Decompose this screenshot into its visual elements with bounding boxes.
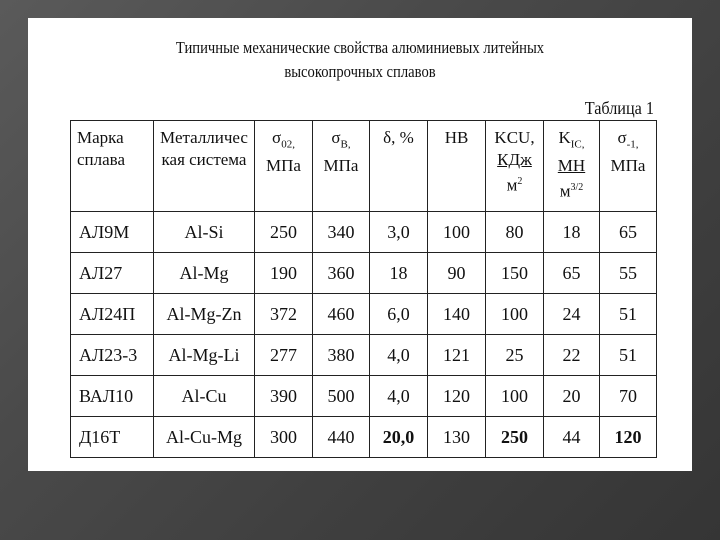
cell-s02: 390 (255, 376, 313, 417)
header-s1 (600, 121, 657, 212)
cell-delta: 20,0 (370, 417, 428, 458)
header-kcu-bottom: м (506, 175, 518, 195)
header-delta (370, 121, 428, 212)
cell-k1c: 18 (544, 212, 600, 253)
cell-system: Al-Mg-Li (154, 335, 255, 376)
header-kcu (486, 121, 544, 212)
header-s02-unit: МПа (266, 156, 301, 176)
slide-title (74, 36, 645, 84)
cell-hb: 140 (428, 294, 486, 335)
cell-sb: 440 (313, 417, 370, 458)
cell-brand: АЛ27 (71, 253, 154, 294)
header-s1-sub: -1, (626, 138, 639, 151)
cell-k1c: 24 (544, 294, 600, 335)
cell-s1: 51 (600, 294, 657, 335)
header-hb (428, 121, 486, 212)
header-s02 (255, 121, 313, 212)
header-sb-unit: МПа (323, 156, 359, 176)
cell-s1: 55 (600, 253, 657, 294)
header-s1-symbol: σ (617, 128, 627, 147)
cell-s1: 65 (600, 212, 657, 253)
header-sb-sub: B, (340, 138, 351, 151)
cell-brand: ВАЛ10 (71, 376, 154, 417)
cell-brand: АЛ24П (71, 294, 154, 335)
cell-s02: 250 (255, 212, 313, 253)
header-kcu-top: KCU, (494, 128, 535, 147)
title-line-1: Типичные механические свойства алюминиевых литейных (175, 38, 545, 57)
cell-k1c: 44 (544, 417, 600, 458)
header-system-line2: кая система (161, 150, 247, 169)
header-k1c-sup: 3/2 (570, 182, 584, 194)
header-kcu-sup: 2 (517, 176, 523, 187)
header-system (154, 121, 255, 212)
header-sb (313, 121, 370, 212)
cell-delta: 18 (370, 253, 428, 294)
cell-system: Al-Si (154, 212, 255, 253)
cell-sb: 500 (313, 376, 370, 417)
cell-sb: 380 (313, 335, 370, 376)
cell-delta: 3,0 (370, 212, 428, 253)
header-kcu-mid: КДж (497, 150, 532, 169)
cell-hb: 130 (428, 417, 486, 458)
cell-hb: 120 (428, 376, 486, 417)
cell-hb: 121 (428, 335, 486, 376)
cell-s1: 70 (600, 376, 657, 417)
cell-k1c: 22 (544, 335, 600, 376)
header-brand-line1: Марка (77, 128, 124, 147)
cell-system: Al-Mg (154, 253, 255, 294)
table-row (71, 294, 657, 335)
cell-delta: 4,0 (370, 335, 428, 376)
header-k1c-mid: МН (557, 156, 586, 176)
cell-kcu: 100 (486, 376, 544, 417)
cell-s02: 300 (255, 417, 313, 458)
cell-kcu: 80 (486, 212, 544, 253)
cell-s1: 51 (600, 335, 657, 376)
title-line-2: высокопрочных сплавов (284, 62, 436, 81)
cell-k1c: 65 (544, 253, 600, 294)
cell-hb: 100 (428, 212, 486, 253)
header-s02-sub: 02, (281, 138, 295, 151)
cell-delta: 4,0 (370, 376, 428, 417)
cell-brand: АЛ23-3 (71, 335, 154, 376)
cell-brand: АЛ9М (71, 212, 154, 253)
header-k1c-sub: IC, (570, 138, 585, 151)
cell-s1: 120 (600, 417, 657, 458)
header-delta-label: δ, % (383, 128, 414, 147)
header-brand (71, 121, 154, 212)
table-row (71, 212, 657, 253)
table-row (71, 253, 657, 294)
cell-system: Al-Cu (154, 376, 255, 417)
table-row (71, 376, 657, 417)
cell-sb: 460 (313, 294, 370, 335)
header-system-line1: Металличес (160, 128, 248, 147)
cell-brand: Д16Т (71, 417, 154, 458)
cell-kcu: 100 (486, 294, 544, 335)
header-s1-unit: МПа (610, 156, 646, 176)
cell-k1c: 20 (544, 376, 600, 417)
header-k1c-symbol: K (558, 128, 571, 147)
header-hb-label: НВ (444, 128, 469, 147)
cell-delta: 6,0 (370, 294, 428, 335)
cell-s02: 277 (255, 335, 313, 376)
cell-kcu: 250 (486, 417, 544, 458)
header-s02-symbol: σ (272, 128, 282, 147)
table-row (71, 417, 657, 458)
properties-table (70, 120, 657, 458)
table-label: Таблица 1 (584, 98, 654, 118)
table-row (71, 335, 657, 376)
cell-system: Al-Mg-Zn (154, 294, 255, 335)
header-brand-line2: сплава (77, 150, 126, 169)
cell-system: Al-Cu-Mg (154, 417, 255, 458)
cell-kcu: 25 (486, 335, 544, 376)
header-k1c (544, 121, 600, 212)
header-sb-symbol: σ (331, 128, 341, 147)
cell-sb: 360 (313, 253, 370, 294)
header-k1c-bottom: м (559, 182, 571, 202)
cell-s02: 190 (255, 253, 313, 294)
cell-hb: 90 (428, 253, 486, 294)
cell-s02: 372 (255, 294, 313, 335)
header-row (71, 121, 657, 212)
slide (28, 18, 692, 471)
cell-sb: 340 (313, 212, 370, 253)
cell-kcu: 150 (486, 253, 544, 294)
